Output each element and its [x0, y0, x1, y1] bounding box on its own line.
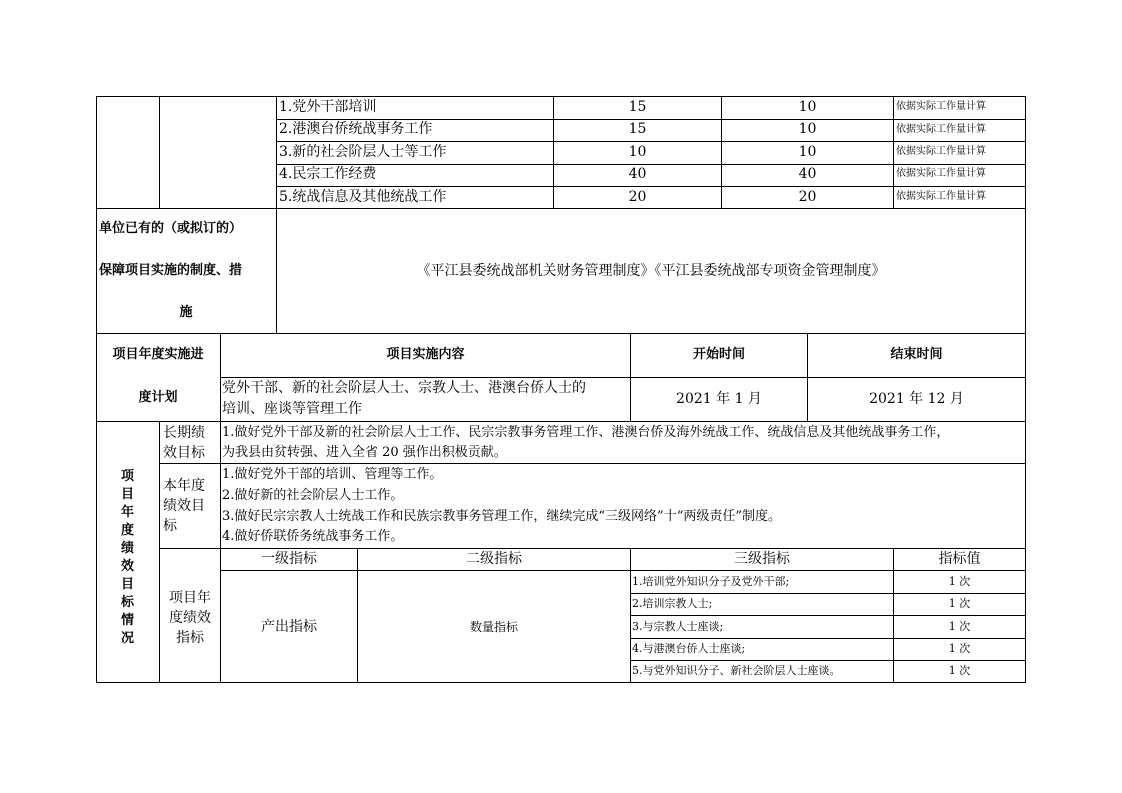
row-divider	[630, 660, 1025, 661]
column-divider	[630, 548, 631, 683]
budget-note: 依据实际工作量计算	[896, 101, 986, 112]
row-divider	[159, 463, 1025, 464]
row-divider	[630, 638, 1025, 639]
column-divider	[807, 333, 808, 421]
row-divider	[276, 164, 1025, 165]
budget-item-name: 1.党外干部培训	[279, 99, 377, 115]
row-divider	[159, 548, 1025, 549]
schedule-end: 2021 年 12 月	[869, 391, 964, 407]
schedule-header-start: 开始时间	[692, 347, 745, 362]
budget-value-1: 20	[628, 189, 647, 205]
row-divider	[96, 208, 1025, 209]
long-term-goal-line: 为我县由贫转强、进入全省 20 强作出积极贡献。	[222, 445, 507, 460]
budget-value-1: 10	[628, 144, 647, 160]
goals-vertical-char: 项	[120, 469, 134, 484]
budget-item-name: 5.统战信息及其他统战工作	[279, 189, 447, 205]
long-term-label-line: 长期绩	[163, 425, 205, 441]
indicator-value: 1 次	[948, 597, 971, 610]
column-divider	[220, 421, 221, 548]
long-term-label-line: 效目标	[163, 445, 205, 461]
measures-label-line: 单位已有的（或拟订的）	[99, 221, 243, 236]
budget-item-name: 2.港澳台侨统战事务工作	[279, 121, 433, 137]
indicator-name: 1.培训党外知识分子及党外干部;	[632, 575, 790, 588]
measures-label-line: 保障项目实施的制度、措	[99, 263, 243, 278]
column-divider	[893, 96, 894, 208]
budget-value-2: 10	[798, 144, 817, 160]
level2-indicator: 数量指标	[469, 620, 518, 634]
annual-goal-line: 2.做好新的社会阶层人士工作。	[222, 488, 404, 503]
column-divider	[893, 548, 894, 683]
goals-vertical-char: 目	[120, 487, 134, 502]
column-divider	[159, 96, 160, 208]
indicator-value: 1 次	[948, 664, 971, 677]
indicators-header: 指标值	[938, 551, 981, 567]
goals-vertical-char: 效	[120, 559, 134, 574]
indicator-name: 5.与党外知识分子、新社会阶层人士座谈。	[632, 664, 841, 677]
goals-vertical-char: 标	[120, 595, 134, 610]
indicators-side-label-line: 度绩效	[169, 610, 211, 626]
goals-vertical-char: 年	[120, 505, 134, 520]
budget-note: 依据实际工作量计算	[896, 124, 986, 135]
indicator-name: 4.与港澳台侨人士座谈;	[632, 642, 746, 655]
schedule-label-line: 项目年度实施进	[112, 347, 204, 362]
budget-value-2: 10	[798, 99, 817, 115]
measures-label-line: 施	[179, 305, 193, 320]
budget-value-1: 40	[628, 166, 647, 182]
row-divider	[276, 186, 1025, 187]
indicators-header: 二级指标	[466, 551, 522, 567]
schedule-start: 2021 年 1 月	[676, 391, 762, 407]
annual-label-line: 本年度	[163, 478, 205, 494]
annual-goal-line: 3.做好民宗宗教人士统战工作和民族宗教事务管理工作，继续完成“三级网络”十“两级责任”制度。	[222, 509, 781, 524]
indicator-name: 2.培训宗教人士;	[632, 597, 713, 610]
annual-label-line: 标	[163, 518, 177, 534]
measures-content: 《平江县委统战部机关财务管理制度》《平江县委统战部专项资金管理制度》	[416, 263, 886, 279]
row-divider	[630, 593, 1025, 594]
goals-vertical-char: 目	[120, 577, 134, 592]
schedule-content-line: 党外干部、新的社会阶层人士、宗教人士、港澳台侨人士的	[222, 380, 586, 396]
row-divider	[96, 421, 1025, 422]
budget-value-2: 40	[798, 166, 817, 182]
row-divider	[220, 570, 1025, 571]
budget-value-1: 15	[628, 121, 647, 137]
row-divider	[96, 333, 1025, 334]
indicator-name: 3.与宗教人士座谈;	[632, 620, 724, 633]
schedule-header-content: 项目实施内容	[386, 347, 465, 362]
indicators-side-label-line: 指标	[176, 630, 204, 646]
budget-value-2: 10	[798, 121, 817, 137]
row-divider	[276, 141, 1025, 142]
indicator-value: 1 次	[948, 620, 971, 633]
column-divider	[630, 333, 631, 421]
budget-item-name: 3.新的社会阶层人士等工作	[279, 144, 447, 160]
column-divider	[357, 548, 358, 683]
row-divider	[630, 615, 1025, 616]
schedule-content-line: 培训、座谈等管理工作	[222, 401, 362, 417]
indicators-header: 一级指标	[261, 551, 317, 567]
indicators-header: 三级指标	[734, 551, 790, 567]
column-divider	[220, 333, 221, 421]
schedule-header-end: 结束时间	[890, 347, 943, 362]
schedule-label-line: 度计划	[138, 390, 178, 405]
indicator-value: 1 次	[948, 575, 971, 588]
goals-vertical-char: 度	[120, 523, 134, 538]
budget-note: 依据实际工作量计算	[896, 168, 986, 179]
budget-item-name: 4.民宗工作经费	[279, 166, 377, 182]
column-divider	[276, 96, 277, 333]
budget-note: 依据实际工作量计算	[896, 146, 986, 157]
goals-vertical-char: 绩	[120, 541, 134, 556]
long-term-goal-line: 1.做好党外干部及新的社会阶层人士工作、民宗宗教事务管理工作、港澳台侨及海外统战工作、统战信息及其他统战事务工作，	[222, 425, 950, 440]
goals-vertical-char: 况	[120, 631, 134, 646]
annual-goal-line: 1.做好党外干部的培训、管理等工作。	[222, 467, 443, 482]
goals-vertical-char: 情	[120, 613, 134, 628]
budget-value-1: 15	[628, 99, 647, 115]
row-divider	[276, 119, 1025, 120]
column-divider	[220, 548, 221, 683]
annual-label-line: 绩效目	[163, 498, 205, 514]
budget-note: 依据实际工作量计算	[896, 191, 986, 202]
budget-value-2: 20	[798, 189, 817, 205]
row-divider	[220, 377, 1025, 378]
indicator-value: 1 次	[948, 642, 971, 655]
indicators-side-label-line: 项目年	[169, 590, 211, 606]
annual-goal-line: 4.做好侨联侨务统战事务工作。	[222, 529, 404, 544]
level1-indicator: 产出指标	[261, 619, 317, 635]
